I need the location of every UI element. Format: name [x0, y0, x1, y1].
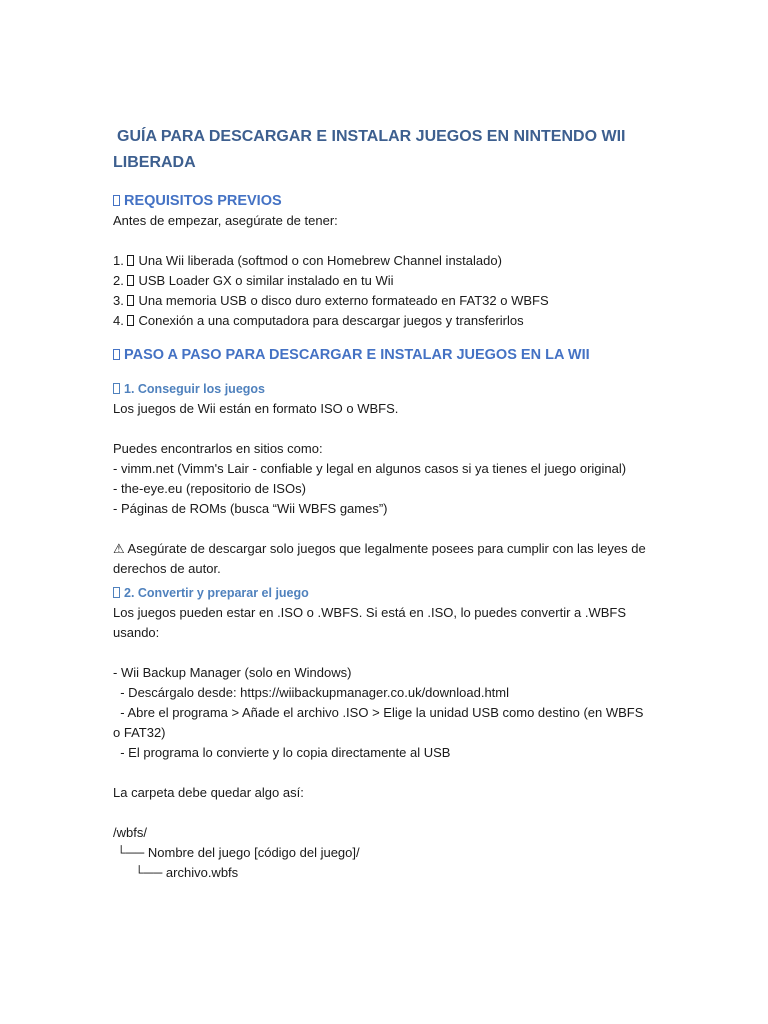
copyright-warning: ⚠ Asegúrate de descargar solo juegos que legalmente posees para cumplir con las leyes de derechos de autor.	[113, 541, 650, 576]
step2-heading: 2. Convertir y preparar el juego	[113, 583, 653, 603]
list-item: - the-eye.eu (repositorio de ISOs)	[113, 481, 306, 496]
step1-sites-intro: Puedes encontrarlos en sitios como:	[113, 441, 323, 456]
step2-intro: Los juegos pueden estar en .ISO o .WBFS. Si está en .ISO, lo puedes convertir a .WBFS usando:	[113, 605, 630, 640]
requirements-intro: Antes de empezar, asegúrate de tener:	[113, 213, 338, 228]
list-item: - El programa lo convierte y lo copia directamente al USB	[113, 745, 451, 760]
missing-emoji-icon	[113, 383, 120, 394]
missing-emoji-icon	[113, 349, 120, 360]
missing-emoji-icon	[127, 315, 134, 326]
missing-emoji-icon	[127, 255, 134, 266]
step1-text: Los juegos de Wii están en formato ISO o WBFS.	[113, 401, 399, 416]
missing-emoji-icon	[127, 275, 134, 286]
missing-emoji-icon	[113, 587, 120, 598]
list-item: - Wii Backup Manager (solo en Windows)	[113, 665, 352, 680]
list-item: - Descárgalo desde: https://wiibackupmanager.co.uk/download.html	[113, 685, 510, 700]
missing-emoji-icon	[127, 295, 134, 306]
list-item: - vimm.net (Vimm's Lair - confiable y legal en algunos casos si ya tienes el juego original)	[113, 461, 627, 476]
list-item: - Páginas de ROMs (busca “Wii WBFS games”)	[113, 501, 388, 516]
list-item: 2. USB Loader GX o similar instalado en tu Wii	[113, 273, 394, 288]
folder-tree-line: └── archivo.wbfs	[113, 865, 239, 880]
list-item: - Abre el programa > Añade el archivo .ISO > Elige la unidad USB como destino (en WBFS o FAT32)	[113, 705, 648, 740]
steps-heading: PASO A PASO PARA DESCARGAR E INSTALAR JUEGOS EN LA WII	[113, 345, 653, 365]
folder-tree-line: └── Nombre del juego [código del juego]/	[113, 845, 360, 860]
list-item: 3. Una memoria USB o disco duro externo formateado en FAT32 o WBFS	[113, 293, 549, 308]
document-title: GUÍA PARA DESCARGAR E INSTALAR JUEGOS EN NINTENDO WII LIBERADA	[113, 128, 626, 171]
list-item: 4. Conexión a una computadora para descargar juegos y transferirlos	[113, 313, 524, 328]
step1-heading: 1. Conseguir los juegos	[113, 379, 653, 399]
folder-intro: La carpeta debe quedar algo así:	[113, 785, 304, 800]
missing-emoji-icon	[113, 195, 120, 206]
folder-tree-line: /wbfs/	[113, 825, 147, 840]
document-body	[113, 124, 653, 883]
list-item: 1. Una Wii liberada (softmod o con Homebrew Channel instalado)	[113, 253, 502, 268]
requirements-heading: REQUISITOS PREVIOS	[113, 191, 653, 211]
